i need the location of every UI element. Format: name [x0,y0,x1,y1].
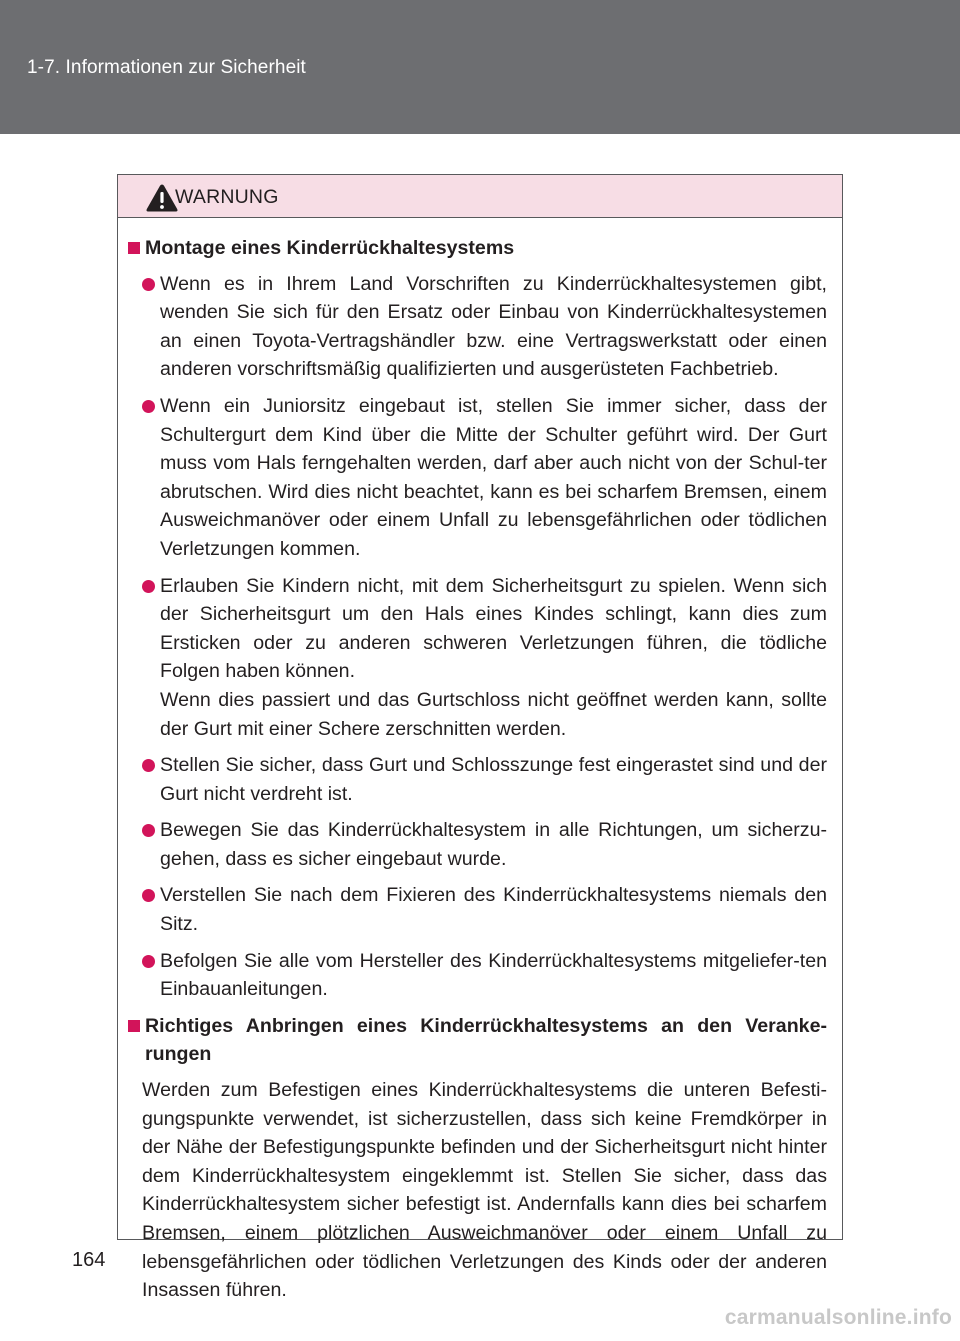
page-number: 164 [72,1249,106,1271]
round-bullet-icon [142,278,155,291]
heading-text: Richtiges Anbringen eines Kinderrückhaltesystems an den Veranke-rungen [145,1014,827,1066]
list-item-text: Stellen Sie sicher, dass Gurt und Schlosszunge fest eingerastet sind und der Gurt nicht verdreht ist. [160,754,827,805]
round-bullet-icon [142,759,155,772]
section-heading [128,234,827,263]
section-paragraph: Werden zum Befestigen eines Kinderrückhaltesystems die unteren Befesti-gungspunkte verwendet, ist sicherzustellen, dass sich keine Fremdkörper in der Nähe der Befestigungspunkte befinden und der Sicherheitsgurt nicht hinter dem Kinderrückhaltesystem eingeklemmt ist. Stellen Sie sicher, dass das Kinderrückhaltesystem sicher befestigt ist. Andernfalls kann dies bei scharfem Bremsen, einem plötzlichen Ausweichmanöver oder einem Unfall zu lebensgefährlichen oder tödlichen Verletzungen des Kinds oder der anderen Insassen führen. [142,1079,827,1302]
list-item [142,572,827,744]
list-item-text [160,572,827,744]
page-header [0,0,960,134]
list-item-text: Befolgen Sie alle vom Hersteller des Kinderrückhaltesystems mitgeliefer-ten Einbauanleitungen. [160,949,827,1001]
list-item [142,881,827,938]
warning-title: WARNUNG [175,186,279,208]
list-item [142,816,827,873]
round-bullet-icon [142,580,155,593]
list-item-text: Wenn es in Ihrem Land Vorschriften zu Kinderrückhaltesystemen gibt, wenden Sie sich für den Ersatz oder Einbau von Kinderrückhaltesystemen an einen Toyota-Vertragshändler bzw. eine Vertragswerkstatt oder einen anderen vorschriftsmäßig qualifizierten und ausgerüsteten Fachbetrieb. [160,272,827,381]
section-title: 1-7. Informationen zur Sicherheit [27,57,306,78]
round-bullet-icon [142,824,155,837]
watermark: carmanualsonline.info [724,1306,952,1329]
list-item-text: Wenn ein Juniorsitz eingebaut ist, stellen Sie immer sicher, dass der Schultergurt dem Kind über die Mitte der Schulter geführt wird. Der Gurt muss vom Hals ferngehalten werden, darf aber auch nicht von der Schul-ter abrutschen. Wird dies nicht beachtet, kann es bei scharfem Bremsen, einem Ausweichmanöver oder einem Unfall zu lebensgefährlichen oder tödlichen Verletzungen kommen. [160,394,827,560]
list-item-text: Verstellen Sie nach dem Fixieren des Kinderrückhaltesystems niemals den Sitz. [160,884,827,936]
list-item [142,751,827,808]
list-item [142,947,827,1004]
list-item-paragraph: Erlauben Sie Kindern nicht, mit dem Sicherheitsgurt zu spielen. Wenn sich der Sicherheitsgurt um den Hals eines Kindes schlingt, kann dies zum Ersticken oder zu anderen schweren Verletzungen führen, die tödliche Folgen haben können. [160,574,827,683]
list-item [142,270,827,384]
warning-box [117,174,843,1302]
heading-text: Montage eines Kinderrückhaltesystems [145,237,515,259]
round-bullet-icon [142,955,155,968]
warning-header [118,175,842,218]
warning-body [118,218,842,1305]
round-bullet-icon [142,889,155,902]
list-item-paragraph: Wenn dies passiert und das Gurtschloss nicht geöffnet werden kann, sollte der Gurt mit einer Schere zerschnitten werden. [160,688,827,740]
square-bullet-icon [128,242,140,254]
warning-triangle-icon [145,183,179,213]
round-bullet-icon [142,400,155,413]
square-bullet-icon [128,1020,140,1032]
list-item [142,392,827,564]
section-heading [128,1012,827,1069]
list-item-text: Bewegen Sie das Kinderrückhaltesystem in alle Richtungen, um sicherzu-gehen, dass es sicher eingebaut wurde. [160,819,827,870]
